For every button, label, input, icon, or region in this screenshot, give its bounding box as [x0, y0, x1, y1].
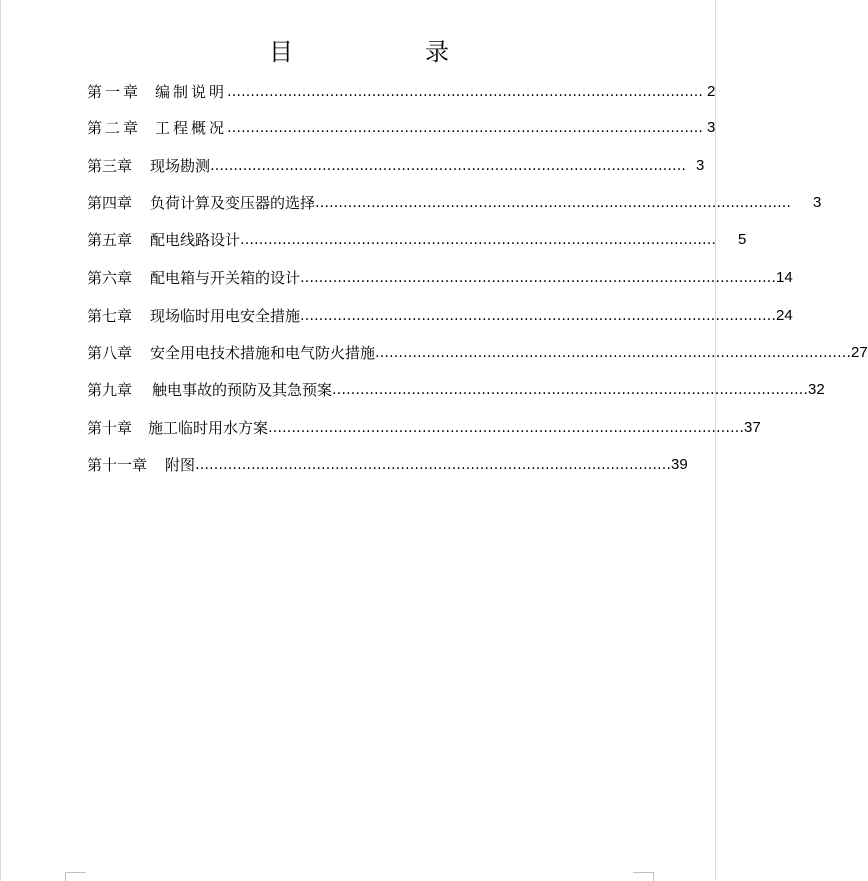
- toc-entry[interactable]: [87, 80, 716, 104]
- toc-chapter-label: 第二章: [87, 119, 142, 137]
- page-corner-mark-left: [65, 872, 86, 881]
- toc-page-number: 3: [813, 194, 822, 211]
- toc-entry[interactable]: [87, 116, 716, 140]
- toc-entry-text: 安全用电技术措施和电气防火措施: [150, 344, 376, 362]
- toc-entry-text: 触电事故的预防及其急预案: [152, 381, 333, 399]
- toc-entry[interactable]: [87, 191, 822, 215]
- toc-entry-text: 配电线路设计: [150, 231, 241, 249]
- toc-leader-dots: …………………………………………………………………………………………: [315, 195, 792, 211]
- toc-entry[interactable]: [87, 304, 793, 328]
- toc-entry-text: 施工临时用水方案: [148, 419, 269, 437]
- toc-entry[interactable]: [87, 416, 761, 440]
- toc-page-number: 3: [707, 119, 716, 136]
- toc-entry[interactable]: [87, 453, 688, 477]
- toc-entry-text: 负荷计算及变压器的选择: [150, 194, 316, 212]
- toc-page-number: 3: [696, 157, 705, 174]
- toc-leader-dots: …………………………………………………………………………………………: [240, 232, 717, 248]
- toc-chapter-label: 第八章: [87, 344, 133, 362]
- toc-chapter-label: 第九章: [87, 381, 133, 399]
- toc-page-number: 37: [744, 419, 761, 436]
- toc-leader-dots: …………………………………………………………………………………………: [227, 84, 704, 100]
- toc-chapter-label: 第六章: [87, 269, 133, 287]
- toc-page-number: 5: [738, 231, 747, 248]
- toc-entry[interactable]: [87, 378, 825, 402]
- toc-page-number: 27: [851, 344, 868, 361]
- toc-entry-text: 附图: [165, 456, 196, 474]
- toc-title: 目 录: [269, 38, 503, 66]
- toc-entry-text: 配电箱与开关箱的设计: [150, 269, 301, 287]
- toc-leader-dots: …………………………………………………………………………………………: [375, 345, 852, 361]
- toc-leader-dots: …………………………………………………………………………………………: [210, 158, 687, 174]
- toc-chapter-label: 第十一章: [87, 456, 148, 474]
- toc-entry[interactable]: [87, 154, 705, 178]
- toc-entry[interactable]: [87, 341, 868, 365]
- toc-entry-text: 现场临时用电安全措施: [150, 307, 301, 325]
- toc-leader-dots: …………………………………………………………………………………………: [227, 120, 704, 136]
- toc-entry[interactable]: [87, 228, 747, 252]
- page-corner-mark-right: [633, 872, 654, 881]
- toc-leader-dots: …………………………………………………………………………………………: [195, 457, 672, 473]
- toc-chapter-label: 第一章: [87, 83, 142, 101]
- toc-entry-text: 工程概况: [155, 119, 228, 137]
- toc-leader-dots: …………………………………………………………………………………………: [268, 420, 745, 436]
- toc-leader-dots: …………………………………………………………………………………………: [300, 270, 777, 286]
- toc-page-number: 24: [776, 307, 793, 324]
- toc-page-number: 32: [808, 381, 825, 398]
- toc-leader-dots: …………………………………………………………………………………………: [300, 308, 777, 324]
- toc-chapter-label: 第三章: [87, 157, 133, 175]
- toc-leader-dots: …………………………………………………………………………………………: [332, 382, 809, 398]
- toc-entry-text: 编制说明: [155, 83, 228, 101]
- toc-chapter-label: 第十章: [87, 419, 133, 437]
- toc-chapter-label: 第五章: [87, 231, 133, 249]
- toc-chapter-label: 第四章: [87, 194, 133, 212]
- toc-entry[interactable]: [87, 266, 793, 290]
- toc-page-number: 2: [707, 83, 716, 100]
- toc-entry-text: 现场勘测: [150, 157, 211, 175]
- toc-chapter-label: 第七章: [87, 307, 133, 325]
- toc-page-number: 14: [776, 269, 793, 286]
- toc-page-number: 39: [671, 456, 688, 473]
